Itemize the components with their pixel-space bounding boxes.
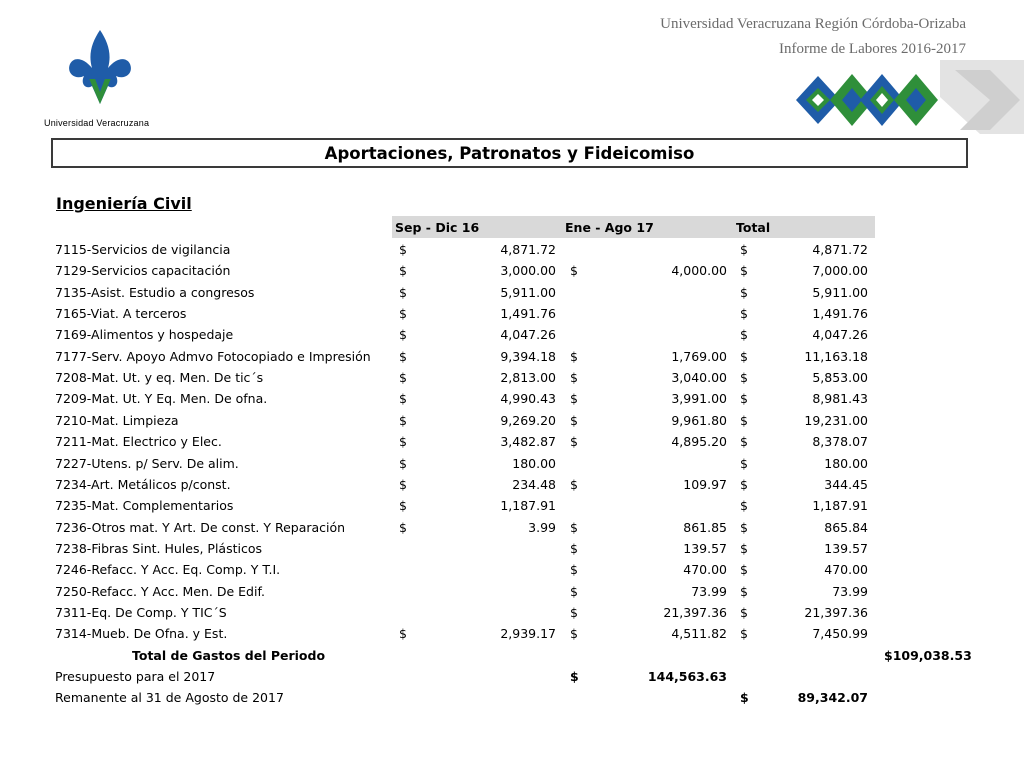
dollar-sign: $ <box>740 583 748 599</box>
dollar-sign: $ <box>740 519 748 535</box>
dollar-sign: $ <box>740 562 748 578</box>
row-label: 7314-Mueb. De Ofna. y Est. <box>55 626 228 642</box>
column-header-total: Total <box>736 220 771 235</box>
amount-total: 1,491.76 <box>812 306 868 322</box>
amount-ene-ago: 139.57 <box>683 540 727 556</box>
amount-total: 180.00 <box>824 455 868 471</box>
budget-row <box>52 666 972 687</box>
row-label: 7135-Asist. Estudio a congresos <box>55 284 255 300</box>
amount-sep-dic: 4,990.43 <box>500 391 556 407</box>
amount-sep-dic: 1,187.91 <box>500 498 556 514</box>
dollar-sign: $ <box>740 604 748 620</box>
dollar-sign: $ <box>399 327 407 343</box>
amount-total: 7,000.00 <box>812 263 868 279</box>
amount-sep-dic: 3,482.87 <box>500 434 556 450</box>
column-header-sep-dic: Sep - Dic 16 <box>395 220 480 235</box>
dollar-sign: $ <box>399 306 407 322</box>
table-row <box>52 324 972 345</box>
dollar-sign: $ <box>740 690 749 706</box>
uv-logo <box>44 28 164 132</box>
remaining-label: Remanente al 31 de Agosto de 2017 <box>55 690 284 706</box>
amount-sep-dic: 180.00 <box>512 455 556 471</box>
row-label: 7169-Alimentos y hospedaje <box>55 327 234 343</box>
row-label: 7311-Eq. De Comp. Y TIC´S <box>55 604 227 620</box>
table-row <box>52 581 972 602</box>
dollar-sign: $ <box>570 370 578 386</box>
amount-sep-dic: 2,813.00 <box>500 370 556 386</box>
dollar-sign: $ <box>740 306 748 322</box>
amount-total: 1,187.91 <box>812 498 868 514</box>
amount-sep-dic: 234.48 <box>512 476 556 492</box>
amount-ene-ago: 109.97 <box>683 476 727 492</box>
dollar-sign: $ <box>740 498 748 514</box>
amount-ene-ago: 3,040.00 <box>671 370 727 386</box>
dollar-sign: $ <box>570 519 578 535</box>
dollar-sign: $ <box>740 476 748 492</box>
dollar-sign: $ <box>740 540 748 556</box>
dollar-sign: $ <box>740 263 748 279</box>
table-row <box>52 431 972 452</box>
row-label: 7236-Otros mat. Y Art. De const. Y Reparación <box>55 519 346 535</box>
row-label: 7115-Servicios de vigilancia <box>55 242 231 257</box>
total-value: $109,038.53 <box>884 647 972 663</box>
amount-ene-ago: 9,961.80 <box>671 412 727 428</box>
dollar-sign: $ <box>570 434 578 450</box>
dollar-sign: $ <box>399 370 407 386</box>
table-row <box>52 410 972 431</box>
amount-sep-dic: 4,047.26 <box>500 327 556 343</box>
row-label: 7234-Art. Metálicos p/const. <box>55 476 231 492</box>
table-row <box>52 474 972 495</box>
dollar-sign: $ <box>399 412 407 428</box>
table-row <box>52 388 972 409</box>
dollar-sign: $ <box>570 626 578 642</box>
column-header-ene-ago: Ene - Ago 17 <box>565 220 654 235</box>
table-header-row <box>392 216 875 238</box>
amount-total: 7,450.99 <box>812 626 868 642</box>
decorative-pattern-icon <box>790 60 1024 134</box>
table-row <box>52 517 972 538</box>
table-row <box>52 623 972 644</box>
table-row <box>52 559 972 580</box>
dollar-sign: $ <box>399 284 407 300</box>
dollar-sign: $ <box>740 242 748 257</box>
dollar-sign: $ <box>740 412 748 428</box>
table-row <box>52 303 972 324</box>
dollar-sign: $ <box>740 284 748 300</box>
amount-ene-ago: 4,511.82 <box>671 626 727 642</box>
row-label: 7238-Fibras Sint. Hules, Plásticos <box>55 540 263 556</box>
amount-total: 4,871.72 <box>812 242 868 257</box>
table-row <box>52 239 972 260</box>
amount-sep-dic: 4,871.72 <box>500 242 556 257</box>
amount-sep-dic: 3,000.00 <box>500 263 556 279</box>
row-label: 7177-Serv. Apoyo Admvo Fotocopiado e Impresión <box>55 348 371 364</box>
header-report-title: Informe de Labores 2016-2017 <box>778 41 966 57</box>
header-institution: Universidad Veracruzana Región Córdoba-Orizaba <box>660 16 966 32</box>
row-label: 7209-Mat. Ut. Y Eq. Men. De ofna. <box>55 391 268 407</box>
section-heading: Ingeniería Civil <box>56 194 192 213</box>
row-label: 7250-Refacc. Y Acc. Men. De Edif. <box>55 583 265 599</box>
amount-ene-ago: 861.85 <box>683 519 727 535</box>
amount-ene-ago: 470.00 <box>683 562 727 578</box>
amount-sep-dic: 9,269.20 <box>500 412 556 428</box>
dollar-sign: $ <box>399 242 407 257</box>
amount-ene-ago: 4,895.20 <box>671 434 727 450</box>
amount-total: 5,911.00 <box>812 284 868 300</box>
dollar-sign: $ <box>399 455 407 471</box>
amount-total: 5,853.00 <box>812 370 868 386</box>
dollar-sign: $ <box>399 626 407 642</box>
budget-label: Presupuesto para el 2017 <box>55 669 216 684</box>
amount-total: 4,047.26 <box>812 327 868 343</box>
amount-ene-ago: 4,000.00 <box>671 263 727 279</box>
dollar-sign: $ <box>740 327 748 343</box>
row-label: 7208-Mat. Ut. y eq. Men. De tic´s <box>55 370 264 386</box>
amount-sep-dic: 9,394.18 <box>500 348 556 364</box>
row-label: 7246-Refacc. Y Acc. Eq. Comp. Y T.I. <box>55 562 281 578</box>
table-row <box>52 282 972 303</box>
dollar-sign: $ <box>570 540 578 556</box>
amount-total: 470.00 <box>824 562 868 578</box>
dollar-sign: $ <box>399 476 407 492</box>
dollar-sign: $ <box>740 434 748 450</box>
dollar-sign: $ <box>570 604 578 620</box>
amount-total: 8,981.43 <box>812 391 868 407</box>
amount-ene-ago: 21,397.36 <box>663 604 727 620</box>
table-row <box>52 346 972 367</box>
table-row <box>52 453 972 474</box>
amount-total: 8,378.07 <box>812 434 868 450</box>
amount-total: 21,397.36 <box>804 604 868 620</box>
dollar-sign: $ <box>570 669 579 684</box>
remaining-value: 89,342.07 <box>797 690 868 706</box>
dollar-sign: $ <box>570 263 578 279</box>
budget-value: 144,563.63 <box>647 669 727 684</box>
table-row <box>52 260 972 281</box>
dollar-sign: $ <box>740 626 748 642</box>
dollar-sign: $ <box>740 455 748 471</box>
dollar-sign: $ <box>399 498 407 514</box>
total-row <box>52 645 972 666</box>
row-label: 7165-Viat. A terceros <box>55 306 187 322</box>
dollar-sign: $ <box>740 391 748 407</box>
dollar-sign: $ <box>570 348 578 364</box>
amount-total: 19,231.00 <box>804 412 868 428</box>
dollar-sign: $ <box>399 348 407 364</box>
dollar-sign: $ <box>399 434 407 450</box>
row-label: 7210-Mat. Limpieza <box>55 412 179 428</box>
dollar-sign: $ <box>399 391 407 407</box>
dollar-sign: $ <box>399 263 407 279</box>
amount-total: 139.57 <box>824 540 868 556</box>
table-row <box>52 602 972 623</box>
amount-sep-dic: 1,491.76 <box>500 306 556 322</box>
amount-ene-ago: 1,769.00 <box>671 348 727 364</box>
amount-sep-dic: 2,939.17 <box>500 626 556 642</box>
amount-total: 73.99 <box>832 583 868 599</box>
table-row <box>52 495 972 516</box>
row-label: 7129-Servicios capacitación <box>55 263 231 279</box>
row-label: 7227-Utens. p/ Serv. De alim. <box>55 455 239 471</box>
dollar-sign: $ <box>570 391 578 407</box>
dollar-sign: $ <box>399 519 407 535</box>
dollar-sign: $ <box>740 370 748 386</box>
amount-ene-ago: 73.99 <box>691 583 727 599</box>
fleur-de-lis-logo-icon <box>66 28 134 116</box>
total-label: Total de Gastos del Periodo <box>132 647 326 663</box>
dollar-sign: $ <box>570 476 578 492</box>
amount-sep-dic: 3.99 <box>528 519 556 535</box>
amount-total: 344.45 <box>824 476 868 492</box>
dollar-sign: $ <box>570 583 578 599</box>
table-row <box>52 538 972 559</box>
row-label: 7235-Mat. Complementarios <box>55 498 234 514</box>
logo-caption: Universidad Veracruzana <box>44 118 150 128</box>
dollar-sign: $ <box>570 412 578 428</box>
amount-total: 11,163.18 <box>804 348 868 364</box>
amount-ene-ago: 3,991.00 <box>671 391 727 407</box>
amount-total: 865.84 <box>824 519 868 535</box>
dollar-sign: $ <box>740 348 748 364</box>
row-label: 7211-Mat. Electrico y Elec. <box>55 434 222 450</box>
page-title: Aportaciones, Patronatos y Fideicomiso <box>51 138 968 168</box>
remaining-row <box>52 687 972 708</box>
amount-sep-dic: 5,911.00 <box>500 284 556 300</box>
dollar-sign: $ <box>570 562 578 578</box>
table-row <box>52 367 972 388</box>
